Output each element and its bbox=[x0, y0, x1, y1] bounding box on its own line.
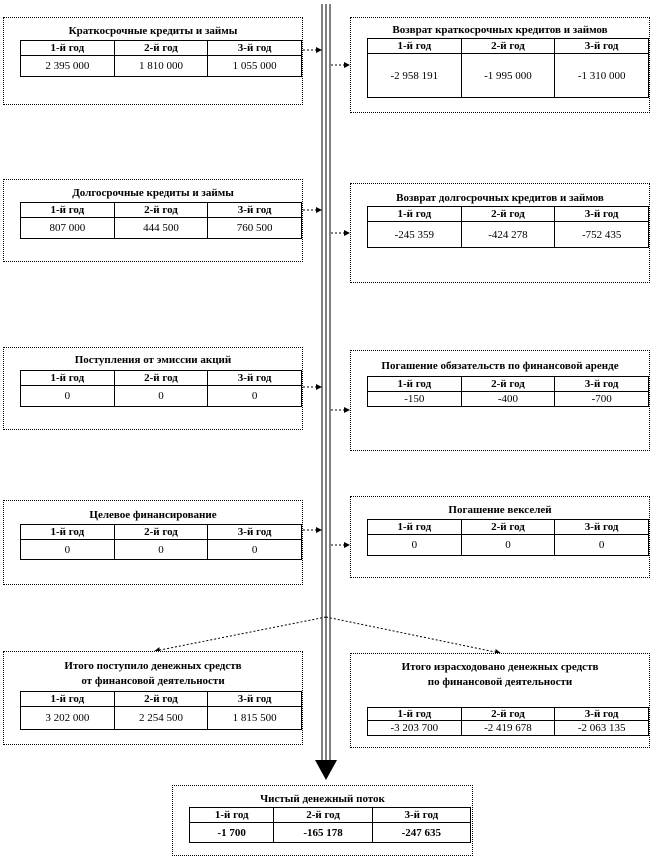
value-year-1: 3 202 000 bbox=[21, 707, 115, 730]
header-year-3: 3-й год bbox=[555, 520, 649, 535]
target-funding-table bbox=[20, 524, 302, 560]
value-year-1: 0 bbox=[21, 540, 115, 560]
total-in-block bbox=[3, 651, 303, 745]
total-in-table bbox=[20, 691, 302, 730]
value-year-2: 2 254 500 bbox=[114, 707, 208, 730]
total-out-block bbox=[350, 653, 650, 748]
block-title-line-2: от финансовой деятельности bbox=[81, 675, 225, 687]
header-year-1: 1-й год bbox=[21, 41, 115, 56]
value-year-2: -400 bbox=[461, 392, 555, 407]
arrow-total-out bbox=[326, 617, 500, 653]
header-year-2: 2-й год bbox=[461, 520, 555, 535]
value-year-2: 444 500 bbox=[114, 218, 208, 239]
header-year-2: 2-й год bbox=[114, 203, 208, 218]
header-year-1: 1-й год bbox=[190, 808, 274, 823]
block-title: Возврат долгосрочных кредитов и займов bbox=[396, 192, 604, 204]
header-year-2: 2-й год bbox=[114, 41, 208, 56]
header-year-1: 1-й год bbox=[368, 708, 462, 721]
value-year-3: -2 063 135 bbox=[555, 721, 649, 736]
value-year-3: 760 500 bbox=[208, 218, 302, 239]
value-year-1: -1 700 bbox=[190, 823, 274, 843]
header-year-1: 1-й год bbox=[368, 39, 462, 54]
header-year-2: 2-й год bbox=[461, 207, 555, 222]
lease-repay-block bbox=[350, 350, 650, 451]
value-year-3: 0 bbox=[555, 535, 649, 556]
shares-block bbox=[3, 347, 303, 430]
value-year-3: 1 055 000 bbox=[208, 56, 302, 77]
value-year-1: 0 bbox=[368, 535, 462, 556]
value-year-2: -1 995 000 bbox=[461, 54, 555, 98]
header-year-1: 1-й год bbox=[368, 207, 462, 222]
value-year-1: -3 203 700 bbox=[368, 721, 462, 736]
value-year-1: -245 359 bbox=[368, 222, 462, 248]
long-loans-block bbox=[3, 179, 303, 262]
value-year-1: 807 000 bbox=[21, 218, 115, 239]
block-title: Чистый денежный поток bbox=[260, 793, 385, 805]
block-title: Поступления от эмиссии акций bbox=[74, 354, 232, 366]
value-year-3: -247 635 bbox=[372, 823, 470, 843]
value-year-1: 0 bbox=[21, 386, 115, 407]
short-loans-block bbox=[3, 17, 303, 105]
short-loans-repay-table bbox=[367, 38, 649, 98]
header-year-3: 3-й год bbox=[372, 808, 470, 823]
value-year-2: 0 bbox=[461, 535, 555, 556]
value-year-1: 2 395 000 bbox=[21, 56, 115, 77]
header-year-2: 2-й год bbox=[461, 377, 555, 392]
header-year-3: 3-й год bbox=[208, 203, 302, 218]
header-year-3: 3-й год bbox=[555, 708, 649, 721]
long-loans-repay-block bbox=[350, 183, 650, 283]
block-title: Краткосрочные кредиты и займы bbox=[68, 25, 238, 37]
header-year-1: 1-й год bbox=[368, 520, 462, 535]
bills-repay-block bbox=[350, 496, 650, 578]
header-year-1: 1-й год bbox=[21, 371, 115, 386]
value-year-2: -2 419 678 bbox=[461, 721, 555, 736]
value-year-3: -700 bbox=[555, 392, 649, 407]
value-year-3: 1 815 500 bbox=[208, 707, 302, 730]
block-title-line-1: Итого поступило денежных средств bbox=[64, 660, 242, 672]
block-title-line-2: по финансовой деятельности bbox=[427, 676, 573, 688]
lease-repay-table bbox=[367, 376, 649, 407]
target-funding-block bbox=[3, 500, 303, 585]
header-year-3: 3-й год bbox=[208, 41, 302, 56]
value-year-3: -1 310 000 bbox=[555, 54, 649, 98]
header-year-3: 3-й год bbox=[208, 525, 302, 540]
value-year-3: -752 435 bbox=[555, 222, 649, 248]
value-year-2: 0 bbox=[114, 386, 208, 407]
header-year-1: 1-й год bbox=[21, 525, 115, 540]
long-loans-table bbox=[20, 202, 302, 239]
value-year-1: -2 958 191 bbox=[368, 54, 462, 98]
header-year-2: 2-й год bbox=[114, 692, 208, 707]
shares-table bbox=[20, 370, 302, 407]
block-title: Погашение обязательств по финансовой аренде bbox=[381, 360, 619, 372]
value-year-1: -150 bbox=[368, 392, 462, 407]
header-year-3: 3-й год bbox=[555, 207, 649, 222]
value-year-3: 0 bbox=[208, 540, 302, 560]
header-year-2: 2-й год bbox=[114, 371, 208, 386]
header-year-3: 3-й год bbox=[555, 377, 649, 392]
header-year-1: 1-й год bbox=[21, 203, 115, 218]
block-title-line-1: Итого израсходовано денежных средств bbox=[401, 661, 599, 673]
value-year-2: 1 810 000 bbox=[114, 56, 208, 77]
header-year-3: 3-й год bbox=[208, 371, 302, 386]
header-year-2: 2-й год bbox=[461, 39, 555, 54]
short-loans-repay-block bbox=[350, 17, 650, 113]
block-title: Долгосрочные кредиты и займы bbox=[72, 187, 234, 199]
value-year-2: -165 178 bbox=[274, 823, 372, 843]
net-flow-block bbox=[172, 785, 473, 856]
long-loans-repay-table bbox=[367, 206, 649, 248]
arrow-total-in bbox=[155, 617, 326, 651]
value-year-2: 0 bbox=[114, 540, 208, 560]
short-loans-table bbox=[20, 40, 302, 77]
net-flow-table bbox=[189, 807, 471, 843]
value-year-3: 0 bbox=[208, 386, 302, 407]
header-year-2: 2-й год bbox=[114, 525, 208, 540]
header-year-2: 2-й год bbox=[461, 708, 555, 721]
header-year-1: 1-й год bbox=[368, 377, 462, 392]
header-year-1: 1-й год bbox=[21, 692, 115, 707]
header-year-3: 3-й год bbox=[555, 39, 649, 54]
total-out-table bbox=[367, 707, 649, 736]
header-year-2: 2-й год bbox=[274, 808, 372, 823]
block-title: Погашение векселей bbox=[448, 504, 552, 516]
header-year-3: 3-й год bbox=[208, 692, 302, 707]
bills-repay-table bbox=[367, 519, 649, 556]
block-title: Возврат краткосрочных кредитов и займов bbox=[392, 24, 608, 36]
trunk-arrowhead bbox=[315, 760, 337, 780]
block-title: Целевое финансирование bbox=[89, 509, 217, 521]
value-year-2: -424 278 bbox=[461, 222, 555, 248]
